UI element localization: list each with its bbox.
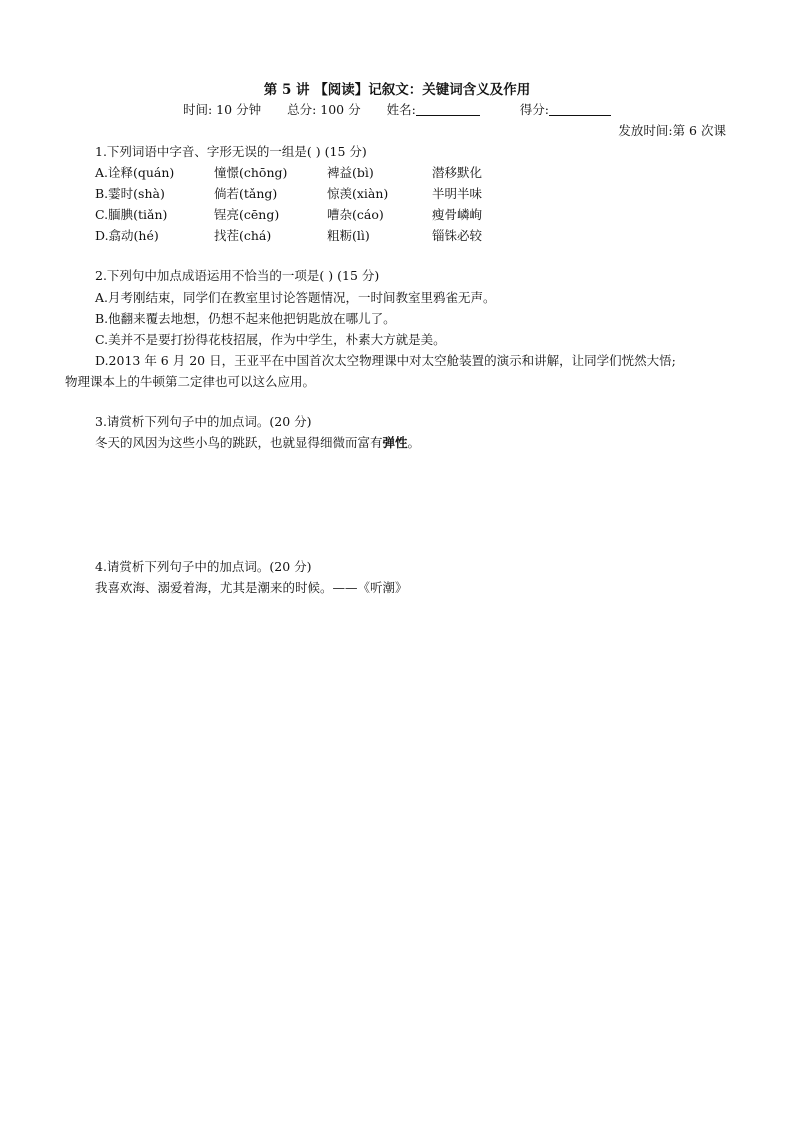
q3-sentence-end: 。 bbox=[407, 435, 421, 450]
page-title: 第 5 讲 【阅读】记叙文：关键词含义及作用 bbox=[263, 82, 531, 98]
q2-option-c: C.美并不是要打扮得花枝招展，作为中学生，朴素大方就是美。 bbox=[95, 332, 446, 347]
score-label: 得分: bbox=[519, 102, 549, 117]
q2-stem: 2.下列句中加点成语运用不恰当的一项是( ) (15 分) bbox=[95, 268, 380, 283]
q1-a-3: 裨益(bì) bbox=[327, 165, 374, 180]
q3-sentence bbox=[95, 433, 420, 451]
total-score-label: 总分: 100 分 bbox=[287, 102, 361, 117]
q1-c-3: 嘈杂(cáo) bbox=[327, 207, 384, 222]
q1-b-1: B.霎时(shà) bbox=[95, 186, 165, 201]
q4-sentence: 我喜欢海、溺爱着海，尤其是潮来的时候。——《听潮》 bbox=[95, 580, 408, 595]
q3-key-word: 弹性 bbox=[382, 435, 408, 450]
q1-d-2: 找茬(chá) bbox=[214, 228, 272, 243]
name-blank[interactable] bbox=[416, 102, 480, 116]
q1-d-3: 粗粝(lì) bbox=[327, 228, 370, 243]
release-time: 发放时间:第 6 次课 bbox=[618, 123, 726, 138]
q1-stem: 1.下列词语中字音、字形无误的一组是( ) (15 分) bbox=[95, 144, 367, 159]
q1-a-4: 潜移默化 bbox=[432, 165, 483, 180]
time-label: 时间: 10 分钟 bbox=[183, 102, 262, 117]
q1-d-1: D.翕动(hé) bbox=[95, 228, 159, 243]
q2-option-d-continued: 物理课本上的牛顿第二定律也可以这么应用。 bbox=[65, 374, 316, 389]
q1-a-1: A.诠释(quán) bbox=[95, 165, 175, 180]
q3-stem: 3.请赏析下列句子中的加点词。(20 分) bbox=[95, 414, 312, 429]
q2-option-b: B.他翻来覆去地想，仍想不起来他把钥匙放在哪儿了。 bbox=[95, 311, 396, 326]
q1-b-2: 倘若(tǎng) bbox=[214, 186, 278, 201]
q1-d-4: 锱铢必较 bbox=[432, 228, 483, 243]
score-blank[interactable] bbox=[549, 102, 611, 116]
q1-c-2: 锃亮(cēng) bbox=[214, 207, 280, 222]
q1-b-4: 半明半味 bbox=[432, 186, 483, 201]
name-label: 姓名: bbox=[386, 102, 416, 117]
q2-option-a: A.月考刚结束，同学们在教室里讨论答题情况，一时间教室里鸦雀无声。 bbox=[95, 290, 496, 305]
q2-option-d: D.2013 年 6 月 20 日，王亚平在中国首次太空物理课中对太空舱装置的演示和讲解，让同学们恍然大悟; bbox=[95, 353, 676, 368]
q1-c-1: C.腼腆(tiǎn) bbox=[95, 207, 168, 222]
q4-stem: 4.请赏析下列句子中的加点词。(20 分) bbox=[95, 559, 312, 574]
q1-b-3: 惊羡(xiàn) bbox=[327, 186, 389, 201]
q1-a-2: 憧憬(chōng) bbox=[214, 165, 288, 180]
q1-c-4: 瘦骨嶙峋 bbox=[432, 207, 483, 222]
q3-sentence-text: 冬天的风因为这些小鸟的跳跃，也就显得细微而富有 bbox=[95, 435, 383, 450]
exam-meta bbox=[0, 100, 794, 118]
